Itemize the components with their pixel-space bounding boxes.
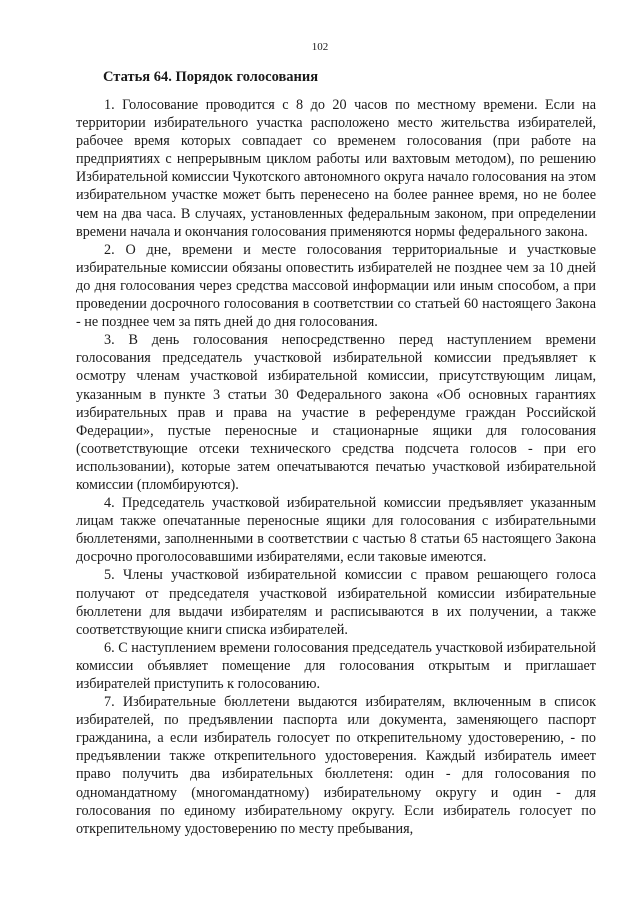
paragraph-4: 4. Председатель участковой избирательной комиссии предъявляет указанным лицам также опечатанные переносные ящики для голосования с избирательными бюллетенями, заполненными в соответствии с частью 8 статьи 65 настоящего Закона досрочно проголосовавшими избирателями, если таковые имеются. [76, 495, 596, 566]
paragraph-3: 3. В день голосования непосредственно перед наступлением времени голосования председатель участковой избирательной комиссии предъявляет к осмотру членам участковой избирательной комиссии, присутствующим лицам, указанным в пункте 3 статьи 30 Федерального закона «Об основных гарантиях избирательных прав и права на участие в референдуме граждан Российской Федерации», пустые переносные и стационарные ящики для голосования (соответствующие отсеки технического средства подсчета голосов - при его использовании), которые затем опечатываются печатью участковой избирательной комиссии (пломбируются). [76, 332, 596, 493]
paragraph-1: 1. Голосование проводится с 8 до 20 часов по местному времени. Если на территории избирательного участка расположено место жительства избирателей, рабочее время которых совпадает со временем голосования (при работе на предприятиях с непрерывным циклом работы или вахтовым методом), по решению Избирательной комиссии Чукотского автономного округа начало голосования на этом избирательном участке может быть перенесено на более раннее время, но не более чем на два часа. В случаях, установленных федеральным законом, при определении времени начала и окончания голосования применяются нормы федерального закона. [76, 97, 596, 240]
paragraph-7: 7. Избирательные бюллетени выдаются избирателям, включенным в список избирателей, по предъявлении паспорта или документа, заменяющего паспорт гражданина, а если избиратель голосует по открепительному удостоверению, - по предъявлении также открепительного удостоверения. Каждый избиратель имеет право получить два избирательных бюллетеня: один - для голосования по одномандатному (многомандатному) избирательному округу и один - для голосования по единому избирательному округу. Если избиратель голосует по открепительному удостоверению по месту пребывания, [76, 694, 596, 837]
paragraph-5: 5. Члены участковой избирательной комиссии с правом решающего голоса получают от председателя участковой избирательной комиссии избирательные бюллетени для выдачи избирателям и расписываются в их получении, а также соответствующие книги списка избирателей. [76, 567, 596, 638]
page-number: 102 [311, 41, 329, 53]
paragraph-2: 2. О дне, времени и месте голосования территориальные и участковые избирательные комиссии обязаны оповестить избирателей не позднее чем за 10 дней до дня голосования через средства массовой информации или иным способом, а при проведении досрочного голосования в соответствии со статьей 60 настоящего Закона - не позднее чем за пять дней до дня голосования. [76, 241, 596, 331]
paragraph-6: 6. С наступлением времени голосования председатель участковой избирательной комиссии объявляет помещение для голосования открытым и приглашает избирателей приступить к голосованию. [76, 639, 596, 692]
article-heading: Статья 64. Порядок голосования [103, 69, 319, 85]
article-body [76, 96, 596, 838]
